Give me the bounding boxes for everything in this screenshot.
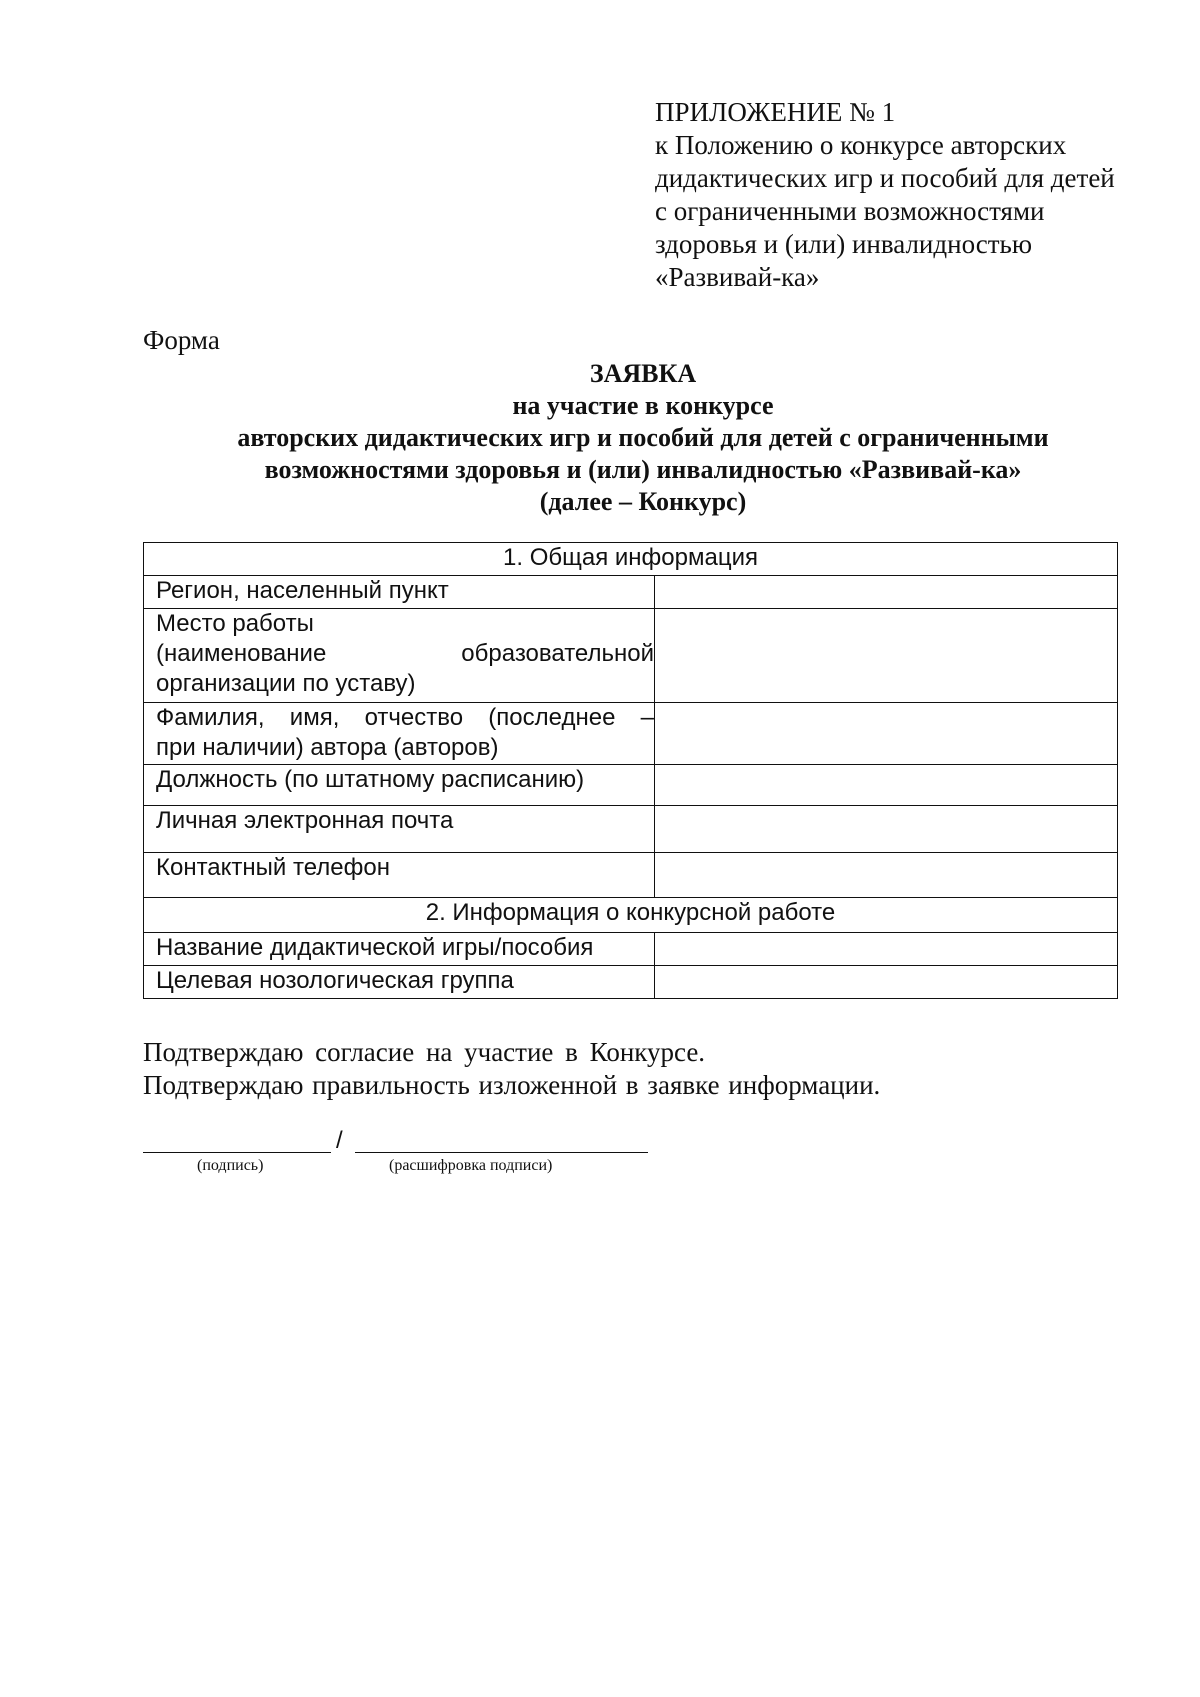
value-fio[interactable]	[655, 703, 1118, 765]
title-line: авторских дидактических игр и пособий для детей с ограниченными	[237, 423, 1049, 452]
appendix-line: «Развивай-ка»	[655, 262, 820, 292]
label-fio-line: при наличии) автора (авторов)	[156, 734, 499, 761]
appendix-line: здоровья и (или) инвалидностью	[655, 229, 1033, 259]
signature-decoding-caption: (расшифровка подписи)	[389, 1157, 553, 1174]
confirmation-line: Подтверждаю согласие на участие в Конкурсе.	[143, 1037, 706, 1067]
appendix-line: ПРИЛОЖЕНИЕ № 1	[655, 97, 896, 127]
table-row	[144, 933, 1118, 966]
confirmation-block	[143, 1036, 880, 1102]
label-workplace-line: Место работы	[156, 610, 314, 637]
signature-decoding-line[interactable]	[355, 1152, 648, 1153]
table-row	[144, 966, 1118, 999]
label-fio	[144, 703, 655, 765]
label-workplace-line: организации по уставу)	[156, 670, 416, 697]
value-workplace[interactable]	[655, 609, 1118, 703]
label-email: Личная электронная почта	[144, 806, 655, 853]
label-workplace-line: (наименование образовательной	[156, 640, 654, 667]
table-row	[144, 806, 1118, 853]
appendix-block	[655, 96, 1115, 294]
appendix-line: дидактических игр и пособий для детей	[655, 163, 1115, 193]
table-row	[144, 765, 1118, 806]
value-region[interactable]	[655, 576, 1118, 609]
document-title	[143, 358, 1143, 518]
label-phone: Контактный телефон	[144, 853, 655, 898]
form-label: Форма	[143, 325, 220, 355]
title-line: ЗАЯВКА	[589, 359, 697, 388]
table-row	[144, 576, 1118, 609]
label-target-group: Целевая нозологическая группа	[144, 966, 655, 999]
label-game-title: Название дидактической игры/пособия	[144, 933, 655, 966]
label-fio-line: Фамилия, имя, отчество (последнее –	[156, 704, 654, 731]
table-row	[144, 898, 1118, 933]
table-row	[144, 609, 1118, 703]
confirmation-line: Подтверждаю правильность изложенной в заявке информации.	[143, 1070, 881, 1100]
label-region: Регион, населенный пункт	[144, 576, 655, 609]
table-row	[144, 543, 1118, 576]
section-header-work: 2. Информация о конкурсной работе	[144, 898, 1118, 933]
value-position[interactable]	[655, 765, 1118, 806]
title-line: возможностями здоровья и (или) инвалидностью «Развивай-ка»	[264, 455, 1022, 484]
section-header-general: 1. Общая информация	[144, 543, 1118, 576]
signature-line[interactable]	[143, 1152, 331, 1153]
appendix-line: к Положению о конкурсе авторских	[655, 130, 1067, 160]
title-line: (далее – Конкурс)	[539, 487, 747, 516]
value-email[interactable]	[655, 806, 1118, 853]
label-workplace	[144, 609, 655, 703]
signature-caption: (подпись)	[197, 1157, 264, 1174]
appendix-line: с ограниченными возможностями	[655, 196, 1045, 226]
label-position: Должность (по штатному расписанию)	[144, 765, 655, 806]
value-phone[interactable]	[655, 853, 1118, 898]
table-row	[144, 853, 1118, 898]
value-target-group[interactable]	[655, 966, 1118, 999]
table-row	[144, 703, 1118, 765]
signature-separator: /	[336, 1127, 343, 1154]
value-game-title[interactable]	[655, 933, 1118, 966]
title-line: на участие в конкурсе	[512, 391, 774, 420]
application-form-table	[143, 542, 1118, 999]
